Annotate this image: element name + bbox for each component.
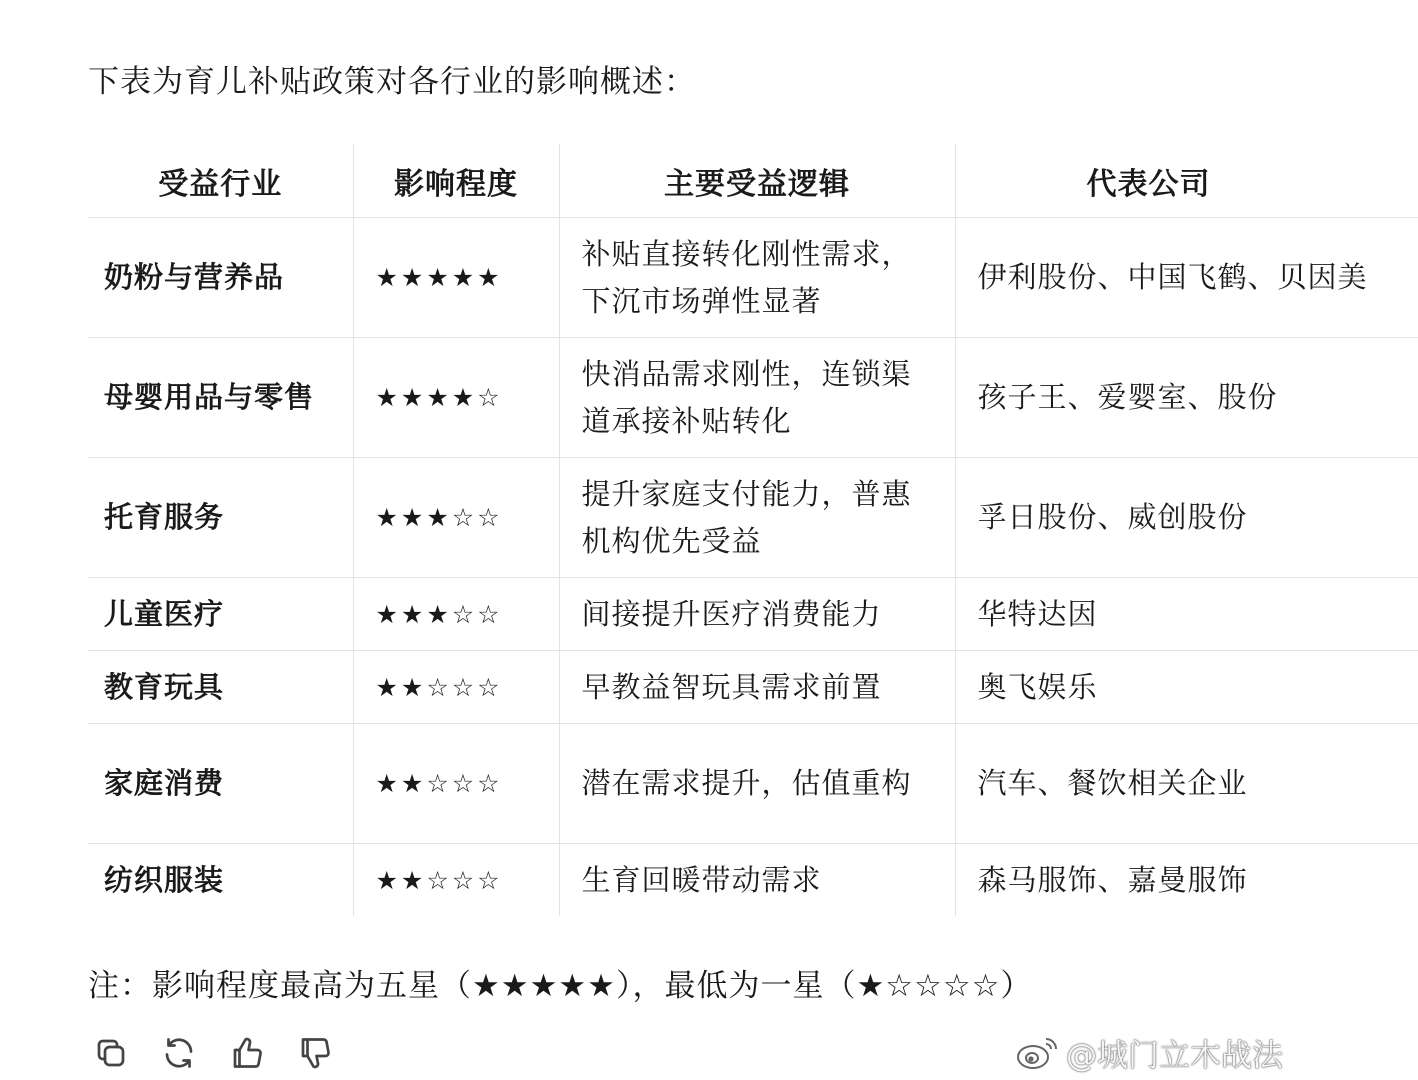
copy-icon xyxy=(93,1035,129,1071)
companies-cell: 华特达因 xyxy=(955,578,1418,651)
thumbs-down-icon xyxy=(297,1035,333,1071)
logic-cell: 生育回暖带动需求 xyxy=(559,844,955,917)
industry-cell: 母婴用品与零售 xyxy=(88,338,353,458)
message-actions-bar xyxy=(92,1034,334,1072)
companies-cell: 孩子王、爱婴室、股份 xyxy=(955,338,1418,458)
footnote-text: 注：影响程度最高为五星（★★★★★），最低为一星（★☆☆☆☆） xyxy=(88,968,1033,1004)
logic-cell: 早教益智玩具需求前置 xyxy=(559,651,955,724)
impact-stars: ★★★☆☆ xyxy=(353,578,559,651)
logic-cell: 快消品需求刚性，连锁渠道承接补贴转化 xyxy=(559,338,955,458)
impact-stars: ★★☆☆☆ xyxy=(353,651,559,724)
impact-stars: ★★★☆☆ xyxy=(353,458,559,578)
companies-cell: 汽车、餐饮相关企业 xyxy=(955,724,1418,844)
table-row xyxy=(88,724,1418,844)
industry-cell: 奶粉与营养品 xyxy=(88,218,353,338)
impact-stars: ★★★★☆ xyxy=(353,338,559,458)
intro-text: 下表为育儿补贴政策对各行业的影响概述： xyxy=(88,64,696,100)
companies-cell: 奥飞娱乐 xyxy=(955,651,1418,724)
companies-cell: 孚日股份、威创股份 xyxy=(955,458,1418,578)
table-row xyxy=(88,844,1418,917)
thumbs-up-icon xyxy=(229,1035,265,1071)
table-row xyxy=(88,651,1418,724)
header-companies: 代表公司 xyxy=(955,144,1418,218)
header-industry: 受益行业 xyxy=(88,144,353,218)
table-header-row xyxy=(88,144,1418,218)
watermark-text: @城门立木战法 xyxy=(1066,1038,1283,1074)
companies-cell: 伊利股份、中国飞鹤、贝因美 xyxy=(955,218,1418,338)
impact-stars: ★★☆☆☆ xyxy=(353,844,559,917)
industry-cell: 纺织服装 xyxy=(88,844,353,917)
industry-cell: 托育服务 xyxy=(88,458,353,578)
logic-cell: 潜在需求提升，估值重构 xyxy=(559,724,955,844)
impact-stars: ★★★★★ xyxy=(353,218,559,338)
logic-cell: 补贴直接转化刚性需求，下沉市场弹性显著 xyxy=(559,218,955,338)
industry-cell: 儿童医疗 xyxy=(88,578,353,651)
industry-cell: 家庭消费 xyxy=(88,724,353,844)
companies-cell: 森马服饰、嘉曼服饰 xyxy=(977,862,1248,897)
industry-cell: 教育玩具 xyxy=(88,651,353,724)
industry-impact-table xyxy=(88,144,1418,916)
table-row xyxy=(88,458,1418,578)
header-logic: 主要受益逻辑 xyxy=(559,144,955,218)
watermark xyxy=(1016,1030,1283,1075)
dislike-button[interactable] xyxy=(296,1034,334,1072)
weibo-logo-icon xyxy=(1016,1035,1060,1071)
impact-stars: ★★☆☆☆ xyxy=(353,724,559,844)
table-container xyxy=(88,144,1368,918)
table-row xyxy=(88,578,1418,651)
table-row xyxy=(88,338,1418,458)
regenerate-icon xyxy=(161,1035,197,1071)
copy-button[interactable] xyxy=(92,1034,130,1072)
logic-cell: 间接提升医疗消费能力 xyxy=(559,578,955,651)
regenerate-button[interactable] xyxy=(160,1034,198,1072)
logic-cell: 提升家庭支付能力，普惠机构优先受益 xyxy=(559,458,955,578)
like-button[interactable] xyxy=(228,1034,266,1072)
table-row xyxy=(88,218,1418,338)
header-impact: 影响程度 xyxy=(353,144,559,218)
